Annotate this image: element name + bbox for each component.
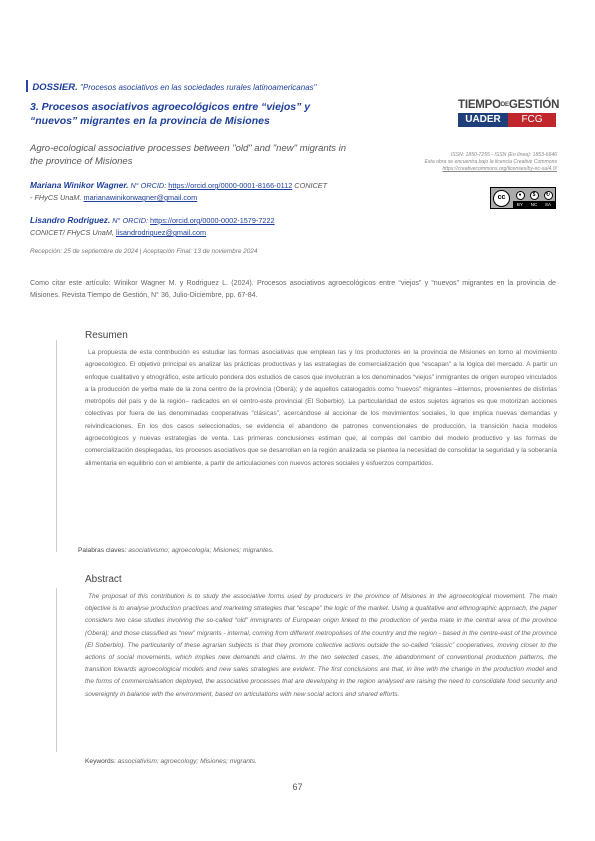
journal-logo xyxy=(458,99,560,127)
issn-info xyxy=(367,152,557,173)
journal-logo-blocks xyxy=(458,113,556,127)
orcid-label: N° ORCID: xyxy=(130,181,167,190)
resumen-body: La propuesta de esta contribución es estudiar las formas asociativas que emplean las y los productores en la provincia de Misiones en torno al movimiento agroecológico. El objetivo principal es analizar las prácticas productivas y las estrategias de comercialización que “escapan” a la lógica del mercado. A partir un enfoque cualitativo y etnográfico, este artículo pondera dos estudios de casos que involucran a los denominados “viejos” inmigrantes de origen europeo vinculados a la producción de yerba mate de la zona centro de la provincia (Oberá); y de aquellos catalogados como “nuevos” migrantes –internos, provenientes de distintas metrópolis del país y de la región– radicados en el centro-este provincial (El Soberbio). La particularidad de estos sujetos agrarios es que motorizan acciones colectivas por fuera de las denominadas cooperativas “clásicas”, acercándose al accionar de los movimientos sociales, lo que implica nuevas demandas y reivindicaciones. En los dos casos seleccionados, se evidencia el abandono de patrones convencionales de producción, la transición hacia modelos agroecológicos y nuevas estrategias de venta. Las primeras conclusiones estiman que, al compás del cambio del modelo productivo y las formas de comercialización desplegadas, los procesos asociativos que se desarrollan en la región analizada se plantea la necesidad de consolidar la seguridad y la soberanía alimentaria en equilibrio con el ambiente, a partir de articulaciones con nuevos actores sociales y esfuerzos compartidos. xyxy=(85,349,557,467)
keywords-en xyxy=(85,758,257,765)
author-affiliation: - FHyCS UnaM. xyxy=(30,193,82,202)
dossier-label: DOSSIER. xyxy=(32,82,78,93)
dossier-subtitle: "Procesos asociativos en las sociedades rurales latinoamericanas" xyxy=(80,83,317,92)
author-block-2 xyxy=(30,214,350,239)
article-title-en: Agro-ecological associative processes between "old" and "new" migrants in the province of Misiones xyxy=(30,143,347,167)
journal-logo-title: TIEMPODEGESTIÓN xyxy=(458,99,560,111)
creative-commons-badge[interactable] xyxy=(490,187,556,209)
license-line: Esta obra se encuentra bajo la licencia Creative Commons xyxy=(424,159,557,165)
author-name: Mariana Winikor Wagner. xyxy=(30,180,129,190)
article-title-es: 3. Procesos asociativos agroecológicos entre “viejos” y “nuevos” migrantes en la provincia de Misiones xyxy=(30,101,311,127)
resumen-rule xyxy=(56,340,57,552)
issn-line: ISSN: 1850-7255 - ISSN (En línea): 1853-6646 xyxy=(450,152,557,158)
keywords-label: Palabras claves: xyxy=(78,547,127,554)
reception-dates: Recepción: 25 de septiembre de 2024 | Aceptación Final: 13 de noviembre 2024 xyxy=(30,248,258,255)
keywords-es xyxy=(78,547,274,554)
abstract-heading: Abstract xyxy=(85,574,122,585)
author-block-1 xyxy=(30,179,350,204)
by-icon: ● xyxy=(516,191,525,200)
orcid-link[interactable]: https://orcid.org/0000-0001-8166-0112 xyxy=(168,181,293,190)
citation-text: Como citar este artículo: Winikor Wagner M. y Rodriguez L. (2024). Procesos asociativos agroecológicos entre “viejos” y “nuevos” migrantes en la provincia de Misiones. Revista Tiempo de Gestión, N° 36, Julio-Diciembre, pp. 67-84. xyxy=(30,279,556,299)
dossier-header xyxy=(26,80,426,93)
author-email-link[interactable]: lisandrodriguez@gmail.com xyxy=(115,228,207,237)
cc-icon: cc xyxy=(493,190,510,207)
keywords-label: Keywords: xyxy=(85,758,116,765)
author-email-link[interactable]: marianawinikorwagner@gmail.com xyxy=(83,193,198,202)
nc-icon: $ xyxy=(530,191,539,200)
fcg-logo: FCG xyxy=(508,113,556,127)
keywords-values: asociativismo; agroecología; Misiones; migrantes. xyxy=(128,547,274,554)
author-affiliation: CONICET xyxy=(294,181,328,190)
orcid-link[interactable]: https://orcid.org/0000-0002-1579-7222 xyxy=(150,216,275,225)
license-link[interactable]: https://creativecommons.org/licenses/by-nc-sa/4.0/ xyxy=(442,166,557,172)
resumen-heading: Resumen xyxy=(85,330,128,341)
uader-logo: UADER xyxy=(458,113,508,127)
author-affiliation: CONICET/ FHyCS UnaM, xyxy=(30,228,114,237)
page-number: 67 xyxy=(292,782,303,792)
sa-icon: ↻ xyxy=(544,191,553,200)
abstract-rule xyxy=(56,588,57,752)
keywords-values: associativism; agroecology; Misiones; migrants. xyxy=(117,758,257,765)
cc-labels: BY NC SA xyxy=(513,201,555,208)
dossier-accent-bar xyxy=(26,80,28,92)
author-name: Lisandro Rodriguez. xyxy=(30,215,111,225)
orcid-label: N° ORCID: xyxy=(112,216,149,225)
abstract-body: The proposal of this contribution is to study the associative forms used by producers in the province of Misiones in the agroecological movement. The main objective is to analyse production practices and marketing strategies that “escape” the logic of the market. Using a qualitative and ethnographic approach, the paper considers two case studies involving the so-called “old” immigrants of European origin linked to the production of yerba mate in the central area of the province (Oberá); and those classified as “new” migrants - internal, coming from different metropolises of the country and the region - based in the centre-east of the province (El Soberbio). The particularity of these agrarian subjects is that they promote collective actions outside the so-called “classic” cooperatives, moving closer to the actions of social movements, which implies new demands and claims. In the two selected cases, the abandonment of conventional production patterns, the transition towards agroecological models and new sales strategies are evident. The first conclusions are that, in line with the change in the production model and the forms of commercialisation deployed, the associative processes that are developing in the region analysed are raising the need to consolidate food security and sovereignty in balance with the environment, based on articulations with new social actors and shared efforts. xyxy=(85,593,557,698)
